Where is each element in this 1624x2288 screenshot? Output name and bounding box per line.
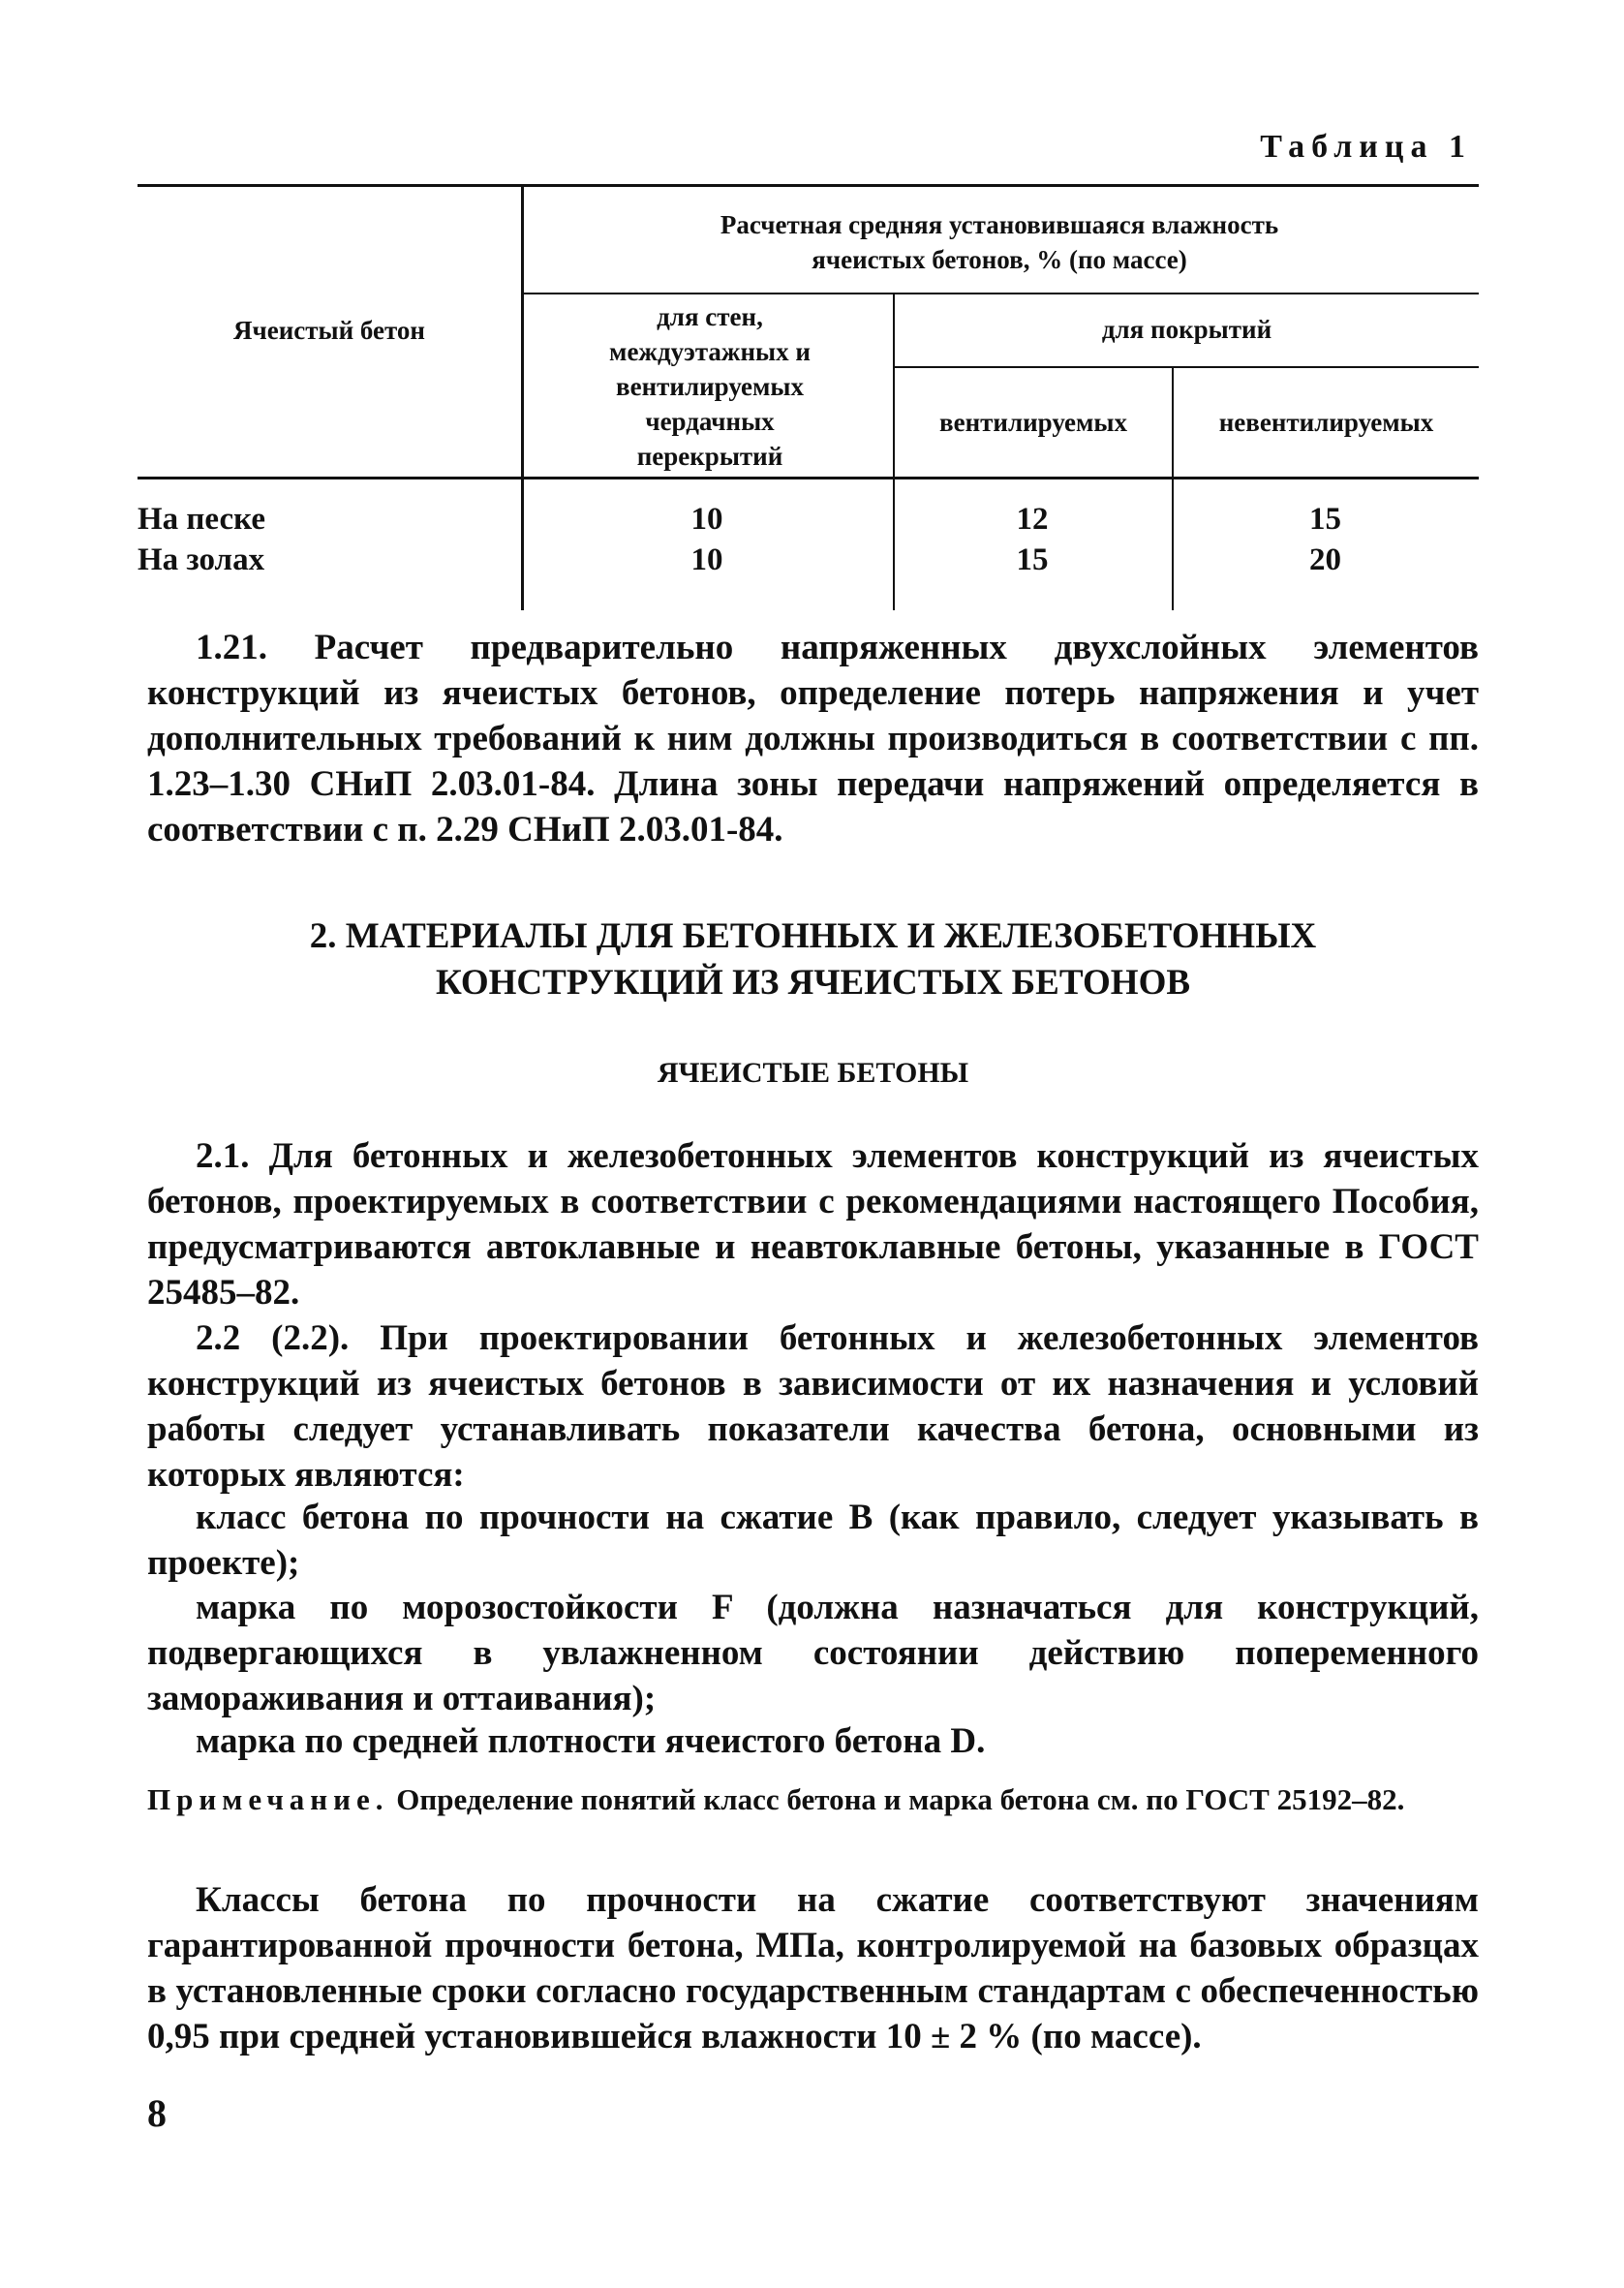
list-item: марка по средней плотности ячеистого бетона D. [196, 1721, 986, 1761]
paragraph-number: 2.2 (2.2). [196, 1318, 350, 1358]
cell-ash-walls: 10 [690, 542, 723, 577]
paragraph-number: 1.21. [196, 628, 267, 667]
header-roofs-unventilated: невентилируемых [1218, 408, 1434, 437]
humidity-table [138, 184, 1479, 610]
list-item: марка по морозостойкости F (должна назначаться для конструкций, подвергающихся в увлажненном состоянии действию попеременного замораживания и оттаивания); [147, 1588, 1479, 1718]
paragraph-text: При проектировании бетонных и железобетонных элементов конструкций из ячеистых бетонов в зависимости от их назначения и условий работы следует устанавливать показатели качества бетона, основными из которых являются: [147, 1318, 1479, 1495]
paragraph-final: Классы бетона по прочности на сжатие соответствуют значениям гарантированной прочности бетона, МПа, контролируемой на базовых образцах в установленные сроки согласно государственным стандартам с обеспеченностью 0,95 при средней установившейся влажности 10 ± 2 % (по массе). [147, 1880, 1479, 2056]
header-roofs-ventilated: вентилируемых [939, 408, 1127, 437]
cell-sand-walls: 10 [690, 502, 723, 537]
paragraph-text: Для бетонных и железобетонных элементов конструкций из ячеистых бетонов, проектируемых в соответствии с рекомендациями настоящего Пособия, предусматриваются автоклавные и неавтоклавные бетоны, указанные в ГОСТ 25485–82. [147, 1136, 1479, 1313]
header-walls: для стен, междуэтажных и вентилируемых чердачных перекрытий [609, 302, 811, 471]
paragraph-2-1 [147, 1133, 1479, 1315]
section-title [147, 913, 1479, 1006]
section-title-line-1: 2. МАТЕРИАЛЫ ДЛЯ БЕТОННЫХ И ЖЕЛЕЗОБЕТОННЫХ [309, 916, 1317, 956]
subsection-title: ЯЧЕИСТЫЕ БЕТОНЫ [657, 1057, 969, 1089]
row-label-sand: На песке [138, 502, 265, 537]
section-title-line-2: КОНСТРУКЦИЙ ИЗ ЯЧЕИСТЫХ БЕТОНОВ [435, 963, 1191, 1003]
table-caption: Таблица 1 [1260, 129, 1472, 165]
table-header-bottom-rule [138, 477, 1479, 479]
row-label-ash: На золах [138, 542, 265, 577]
header-cellular-concrete: Ячеистый бетон [233, 316, 425, 345]
note-label: Примечание. [147, 1782, 389, 1816]
cell-ash-unventilated: 20 [1309, 542, 1341, 577]
paragraph-text: Расчет предварительно напряженных двухслойных элементов конструкций из ячеистых бетонов, определение потерь напряжения и учет дополнительных требований к ним должны производиться в соответствии с пп. 1.23–1.30 СНиП 2.03.01-84. Длина зоны передачи напряжений определяется в соответствии с п. 2.29 СНиП 2.03.01-84. [147, 628, 1479, 850]
page-number: 8 [147, 2091, 167, 2135]
cell-sand-unventilated: 15 [1309, 502, 1341, 537]
note [147, 1780, 1479, 1819]
paragraph-2-2 [147, 1315, 1479, 1498]
list-item: класс бетона по прочности на сжатие B (как правило, следует указывать в проекте); [147, 1498, 1479, 1583]
cell-ash-ventilated: 15 [1016, 542, 1049, 577]
paragraph-number: 2.1. [196, 1136, 250, 1176]
cell-sand-ventilated: 12 [1016, 502, 1049, 537]
header-group-humidity: Расчетная средняя установившаяся влажность ячеистых бетонов, % (по массе) [720, 210, 1279, 274]
paragraph-1-21 [147, 625, 1479, 852]
header-roofs: для покрытий [1101, 315, 1272, 344]
note-text: Определение понятий класс бетона и марка бетона см. по ГОСТ 25192–82. [396, 1782, 1405, 1816]
